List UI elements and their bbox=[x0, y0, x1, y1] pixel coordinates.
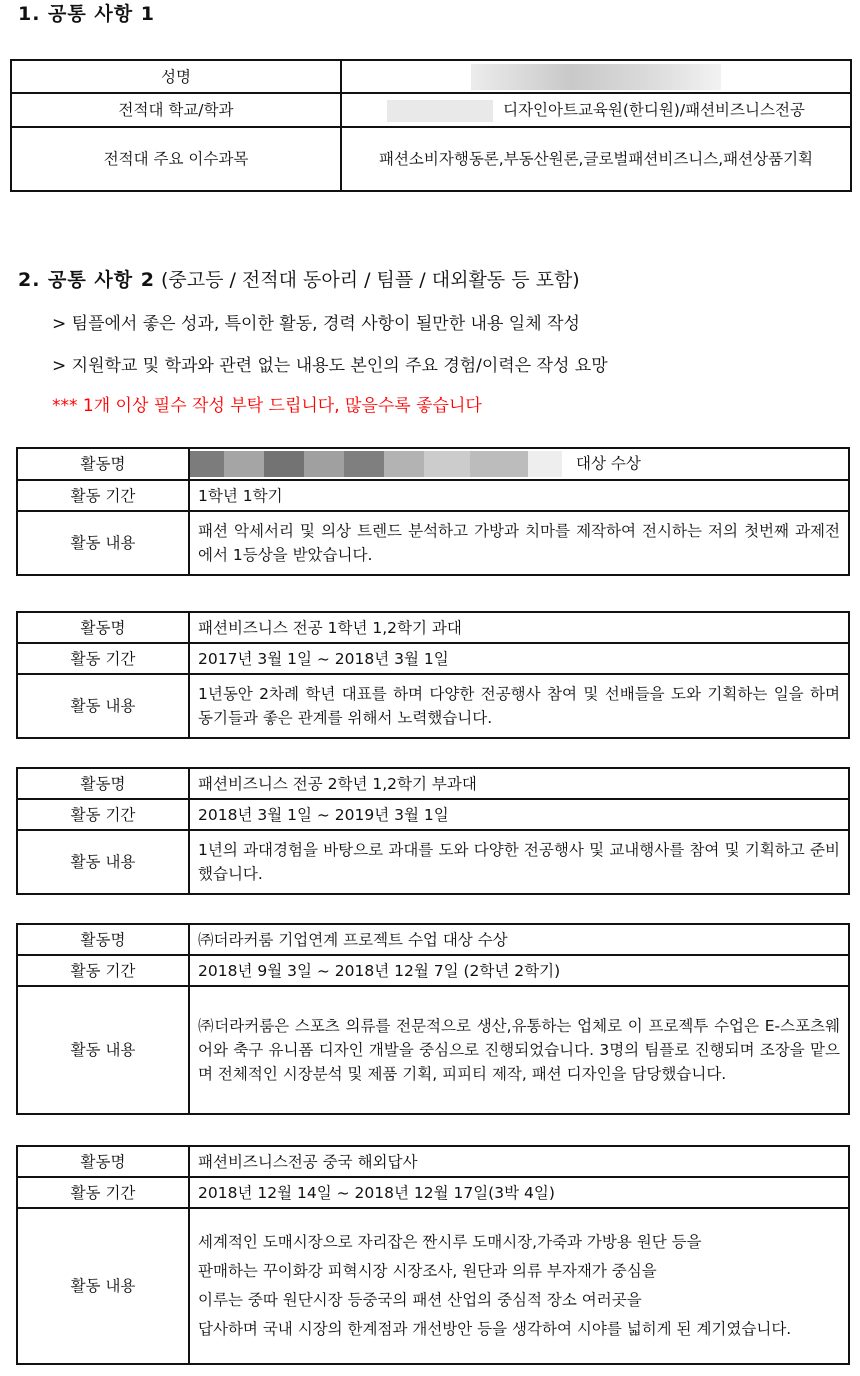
activity-content-value: 패션 악세서리 및 의상 트렌드 분석하고 가방과 치마를 제작하여 전시하는 저의 첫번째 과제전에서 1등상을 받았습니다. bbox=[189, 511, 849, 575]
table-row bbox=[17, 924, 849, 955]
activity-content-label: 활동 내용 bbox=[17, 830, 189, 894]
activity-content-value: 1년동안 2차례 학년 대표를 하며 다양한 전공행사 참여 및 선배들을 도와 기획하는 일을 하며 동기들과 좋은 관계를 위해서 노력했습니다. bbox=[189, 674, 849, 738]
instruction-note: > 팀플에서 좋은 성과, 특이한 활동, 경력 사항이 될만한 내용 일체 작성 bbox=[52, 314, 580, 334]
table-row bbox=[17, 1208, 849, 1364]
table-row bbox=[17, 643, 849, 674]
table-row bbox=[17, 799, 849, 830]
activity-period-label: 활동 기간 bbox=[17, 480, 189, 511]
content-line: 답사하며 국내 시장의 한계점과 개선방안 등을 생각하여 시야를 넓히게 된 계기였습니다. bbox=[198, 1320, 792, 1338]
activity-content-value bbox=[189, 1208, 849, 1364]
activity-period-label: 활동 기간 bbox=[17, 643, 189, 674]
activity-table bbox=[16, 1145, 850, 1365]
table-row bbox=[17, 674, 849, 738]
activity-period-label: 활동 기간 bbox=[17, 955, 189, 986]
activity-period-value: 2017년 3월 1일 ~ 2018년 3월 1일 bbox=[189, 643, 849, 674]
activity-name-text: 대상 수상 bbox=[576, 454, 641, 473]
content-line: 판매하는 꾸이화강 피혁시장 시장조사, 원단과 의류 부자재가 중심을 bbox=[198, 1262, 657, 1280]
activity-content-value: 1년의 과대경험을 바탕으로 과대를 도와 다양한 전공행사 및 교내행사를 참여 및 기획하고 준비했습니다. bbox=[189, 830, 849, 894]
activity-period-value: 2018년 9월 3일 ~ 2018년 12월 7일 (2학년 2학기) bbox=[189, 955, 849, 986]
required-warning: *** 1개 이상 필수 작성 부탁 드립니다, 많을수록 좋습니다 bbox=[52, 396, 482, 416]
table-row bbox=[17, 955, 849, 986]
table-row bbox=[11, 127, 851, 191]
school-value bbox=[341, 93, 851, 127]
activity-name-value: 패션비즈니스 전공 1학년 1,2학기 과대 bbox=[189, 612, 849, 643]
section-2-title-bold: 2. 공통 사항 2 bbox=[18, 269, 155, 291]
content-line: 세계적인 도매시장으로 자리잡은 짠시루 도매시장,가죽과 가방용 원단 등을 bbox=[198, 1233, 702, 1251]
school-text: 디자인아트교육원(한디원)/패션비즈니스전공 bbox=[503, 101, 805, 119]
profile-table bbox=[10, 59, 852, 192]
activity-name-label: 활동명 bbox=[17, 448, 189, 480]
table-row bbox=[17, 986, 849, 1114]
activity-name-value bbox=[189, 448, 849, 480]
section-2-title bbox=[18, 266, 580, 294]
redacted-school-block bbox=[387, 100, 493, 122]
redacted-name-block bbox=[471, 64, 721, 90]
activity-content-value: ㈜더라커룸은 스포츠 의류를 전문적으로 생산,유통하는 업체로 이 프로젝투 수업은 E-스포츠웨어와 축구 유니폼 디자인 개발을 중심으로 진행되었습니다. 3명의 팀플로 진행되며 조장을 맡으며 전체적인 시장분석 및 제품 기획, 피피티 제작, 패션 디자인을 담당했습니다. bbox=[189, 986, 849, 1114]
activity-period-label: 활동 기간 bbox=[17, 1177, 189, 1208]
activity-name-label: 활동명 bbox=[17, 1146, 189, 1177]
activity-content-label: 활동 내용 bbox=[17, 511, 189, 575]
table-row bbox=[11, 60, 851, 93]
activity-content-label: 활동 내용 bbox=[17, 986, 189, 1114]
name-label: 성명 bbox=[11, 60, 341, 93]
section-2-title-rest: (중고등 / 전적대 동아리 / 팀플 / 대외활동 등 포함) bbox=[154, 269, 580, 291]
activity-name-value: 패션비즈니스전공 중국 해외답사 bbox=[189, 1146, 849, 1177]
activity-period-value: 2018년 3월 1일 ~ 2019년 3월 1일 bbox=[189, 799, 849, 830]
section-1-title: 1. 공통 사항 1 bbox=[18, 3, 155, 25]
activity-name-value: 패션비즈니스 전공 2학년 1,2학기 부과대 bbox=[189, 768, 849, 799]
courses-value: 패션소비자행동론,부동산원론,글로벌패션비즈니스,패션상품기획 bbox=[341, 127, 851, 191]
table-row bbox=[17, 830, 849, 894]
school-label: 전적대 학교/학과 bbox=[11, 93, 341, 127]
activity-period-value: 1학년 1학기 bbox=[189, 480, 849, 511]
courses-label: 전적대 주요 이수과목 bbox=[11, 127, 341, 191]
redacted-activity-block bbox=[190, 451, 570, 477]
activity-name-value: ㈜더라커룸 기업연계 프로젝트 수업 대상 수상 bbox=[189, 924, 849, 955]
table-row bbox=[17, 612, 849, 643]
activity-name-label: 활동명 bbox=[17, 924, 189, 955]
activity-table bbox=[16, 767, 850, 895]
activity-content-label: 활동 내용 bbox=[17, 674, 189, 738]
activity-name-label: 활동명 bbox=[17, 612, 189, 643]
activity-period-label: 활동 기간 bbox=[17, 799, 189, 830]
table-row bbox=[17, 448, 849, 480]
table-row bbox=[17, 480, 849, 511]
table-row bbox=[17, 768, 849, 799]
activity-content-label: 활동 내용 bbox=[17, 1208, 189, 1364]
activity-table bbox=[16, 611, 850, 739]
activity-table bbox=[16, 923, 850, 1115]
instruction-note: > 지원학교 및 학과와 관련 없는 내용도 본인의 주요 경험/이력은 작성 요망 bbox=[52, 356, 608, 376]
content-line: 이루는 중따 원단시장 등중국의 패션 산업의 중심적 장소 여러곳을 bbox=[198, 1291, 642, 1309]
table-row bbox=[11, 93, 851, 127]
activity-table bbox=[16, 447, 850, 576]
name-value bbox=[341, 60, 851, 93]
activity-name-label: 활동명 bbox=[17, 768, 189, 799]
activity-period-value: 2018년 12월 14일 ~ 2018년 12월 17일(3박 4일) bbox=[189, 1177, 849, 1208]
table-row bbox=[17, 1146, 849, 1177]
table-row bbox=[17, 511, 849, 575]
table-row bbox=[17, 1177, 849, 1208]
